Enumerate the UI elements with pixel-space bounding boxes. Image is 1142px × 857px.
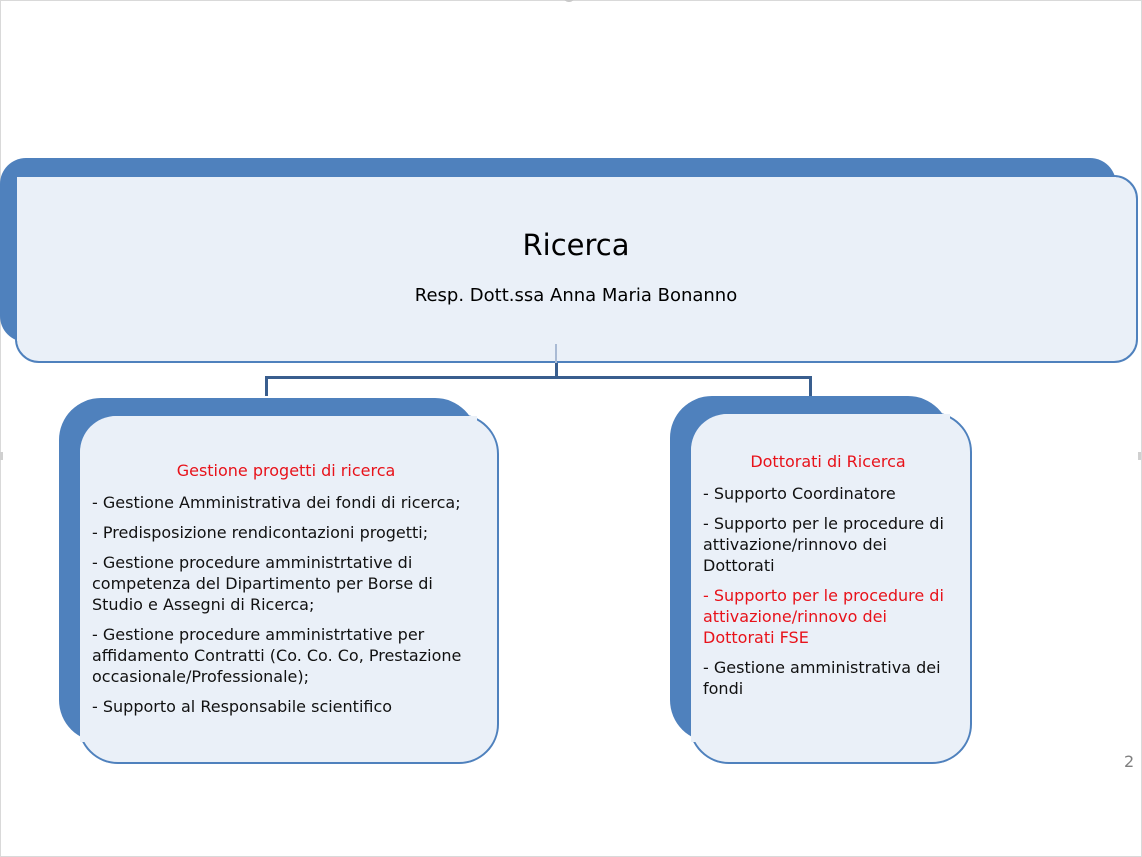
left-panel-item: - Gestione procedure amministrtative di competenza del Dipartimento per Borse di Studio e Assegni di Ricerca; bbox=[92, 553, 433, 614]
root-subtitle: Resp. Dott.ssa Anna Maria Bonanno bbox=[414, 285, 738, 306]
connector-horizontal bbox=[265, 376, 812, 379]
connector-right-drop bbox=[809, 376, 812, 396]
connector-left-drop bbox=[265, 376, 268, 396]
right-panel-content bbox=[703, 451, 953, 708]
left-panel-heading: Gestione progetti di ricerca bbox=[176, 461, 396, 480]
right-panel-heading: Dottorati di Ricerca bbox=[750, 452, 906, 471]
right-panel-item-highlight: - Supporto per le procedure di attivazione/rinnovo dei Dottorati FSE bbox=[703, 586, 944, 647]
right-panel-item: - Supporto Coordinatore bbox=[703, 484, 896, 503]
right-panel-item: - Gestione amministrativa dei fondi bbox=[703, 658, 941, 698]
page-number: 2 bbox=[1124, 752, 1135, 771]
root-title: Ricerca bbox=[522, 228, 630, 262]
left-panel-item: - Supporto al Responsabile scientifico bbox=[92, 697, 393, 716]
slide-left-handle bbox=[0, 452, 3, 460]
right-panel-item: - Supporto per le procedure di attivazione/rinnovo dei Dottorati bbox=[703, 514, 944, 575]
left-panel-item: - Gestione Amministrativa dei fondi di ricerca; bbox=[92, 493, 461, 512]
slide-right-handle bbox=[1138, 452, 1141, 460]
left-panel-item: - Gestione procedure amministrtative per affidamento Contratti (Co. Co. Co, Prestazione occasionale/Professionale); bbox=[92, 625, 462, 686]
left-panel-item: - Predisposizione rendicontazioni progetti; bbox=[92, 523, 429, 542]
left-panel-content bbox=[92, 460, 480, 726]
